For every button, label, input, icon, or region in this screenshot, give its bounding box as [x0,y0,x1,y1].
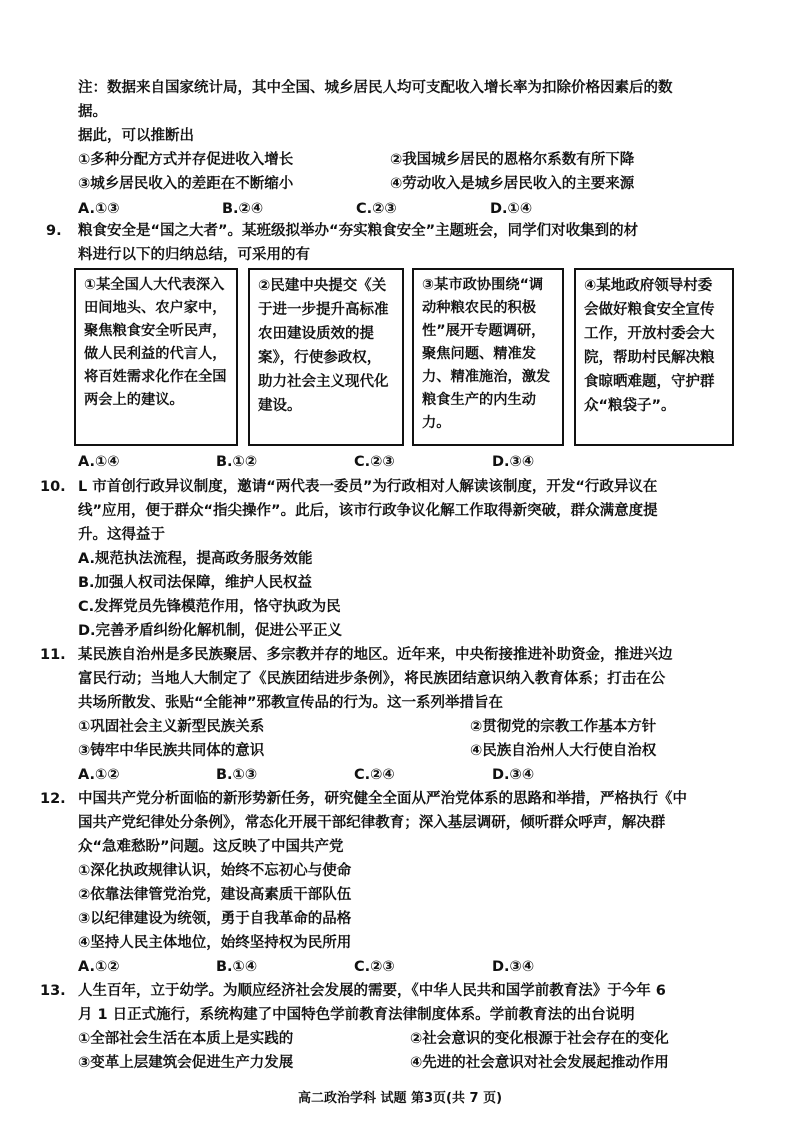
q9-material-box-2: ②民建中央提交《关于进一步提升高标准农田建设质效的提案》，行使参政权，助力社会主义现代化建设。 [248,268,404,446]
q11-statement-1: ①巩固社会主义新型民族关系 [78,719,265,735]
q9-line2: 料进行以下的归纳总结，可采用的有 [78,247,310,263]
q8-note-line1: 注：数据来自国家统计局，其中全国、城乡居民人均可支配收入增长率为扣除价格因素后的数 [78,80,673,96]
q9-number: 9. [46,223,62,239]
q9-line1: 粮食安全是“国之大者”。某班级拟举办“夯实粮食安全”主题班会，同学们对收集到的材 [78,223,639,239]
q13-number: 13. [40,983,66,999]
q12-number: 12. [40,791,66,807]
q11-option-d: D.③④ [492,767,535,783]
q8-statement-4: ④劳动收入是城乡居民收入的主要来源 [390,176,635,192]
q12-statement-3: ③以纪律建设为统领，勇于自我革命的品格 [78,911,352,927]
q8-note-line2: 据。 [78,104,107,120]
q10-line1: L 市首创行政异议制度，邀请“两代表一委员”为行政相对人解读该制度，开发“行政异议在 [78,479,658,495]
q8-stem: 据此，可以推断出 [78,128,194,144]
q11-option-c: C.②④ [354,767,395,783]
q9-material-box-1: ①某全国人大代表深入田间地头、农户家中，聚焦粮食安全听民声，做人民利益的代言人，将百姓需求化作在全国两会上的建议。 [74,268,238,446]
q12-line1: 中国共产党分析面临的新形势新任务，研究健全全面从严治党体系的思路和举措，严格执行《中 [78,791,687,807]
q10-line3: 升。这得益于 [78,527,165,543]
q9-option-a: A.①④ [78,454,120,470]
page-footer: 高二政治学科 试题 第3页(共 7 页) [297,1091,503,1106]
q13-statement-4: ④先进的社会意识对社会发展起推动作用 [410,1055,669,1071]
q12-line2: 国共产党纪律处分条例》，常态化开展干部纪律教育；深入基层调研，倾听群众呼声，解决群 [78,815,666,831]
q12-option-a: A.①② [78,959,120,975]
q13-line2: 月 1 日正式施行，系统构建了中国特色学前教育法律制度体系。学前教育法的出台说明 [78,1007,635,1023]
q11-line3: 共场所散发、张贴“全能神”邪教宣传品的行为。这一系列举措旨在 [78,695,504,711]
q8-option-d: D.①④ [490,201,533,217]
q10-option-a: A.规范执法流程，提高政务服务效能 [78,551,313,567]
q12-option-b: B.①④ [216,959,258,975]
q11-number: 11. [40,647,66,663]
q12-line3: 众“急难愁盼”问题。这反映了中国共产党 [78,839,344,855]
q10-number: 10. [40,479,66,495]
q12-statement-4: ④坚持人民主体地位，始终坚持权为民所用 [78,935,352,951]
q8-option-c: C.②③ [356,201,397,217]
q13-statement-3: ③变革上层建筑会促进生产力发展 [78,1055,294,1071]
q12-statement-2: ②依靠法律管党治党，建设高素质干部队伍 [78,887,352,903]
q10-line2: 线”应用，便于群众“指尖操作”。此后，该市行政争议化解工作取得新突破，群众满意度提 [78,503,658,519]
q11-line2: 富民行动；当地人大制定了《民族团结进步条例》，将民族团结意识纳入教育体系；打击在公 [78,671,666,687]
q10-option-c: C.发挥党员先锋模范作用，恪守执政为民 [78,599,341,615]
q11-option-b: B.①③ [216,767,258,783]
q8-option-a: A.①③ [78,201,120,217]
q13-line1: 人生百年，立于幼学。为顺应经济社会发展的需要，《中华人民共和国学前教育法》于今年 6 [78,983,666,999]
q13-statement-2: ②社会意识的变化根源于社会存在的变化 [410,1031,669,1047]
q10-option-b: B.加强人权司法保障，维护人民权益 [78,575,313,591]
q12-option-c: C.②③ [354,959,395,975]
q9-option-b: B.①② [216,454,258,470]
q8-statement-3: ③城乡居民收入的差距在不断缩小 [78,176,294,192]
q11-line1: 某民族自治州是多民族聚居、多宗教并存的地区。近年来，中央衔接推进补助资金，推进兴边 [78,647,673,663]
q12-option-d: D.③④ [492,959,535,975]
q9-material-box-4: ④某地政府领导村委会做好粮食安全宣传工作，开放村委会大院，帮助村民解决粮食晾晒难题，守护群众“粮袋子”。 [574,268,734,446]
q11-statement-3: ③铸牢中华民族共同体的意识 [78,743,265,759]
q8-statement-1: ①多种分配方式并存促进收入增长 [78,152,294,168]
q8-statement-2: ②我国城乡居民的恩格尔系数有所下降 [390,152,635,168]
q9-option-c: C.②③ [354,454,395,470]
q11-statement-4: ④民族自治州人大行使自治权 [470,743,657,759]
q13-statement-1: ①全部社会生活在本质上是实践的 [78,1031,294,1047]
q12-statement-1: ①深化执政规律认识，始终不忘初心与使命 [78,863,352,879]
q11-option-a: A.①② [78,767,120,783]
q8-option-b: B.②④ [222,201,264,217]
q10-option-d: D.完善矛盾纠纷化解机制，促进公平正义 [78,623,343,639]
q9-material-box-3: ③某市政协围绕“调动种粮农民的积极性”展开专题调研，聚焦问题、精准发力、精准施治，激发粮食生产的内生动力。 [412,268,564,446]
q11-statement-2: ②贯彻党的宗教工作基本方针 [470,719,657,735]
q9-option-d: D.③④ [492,454,535,470]
